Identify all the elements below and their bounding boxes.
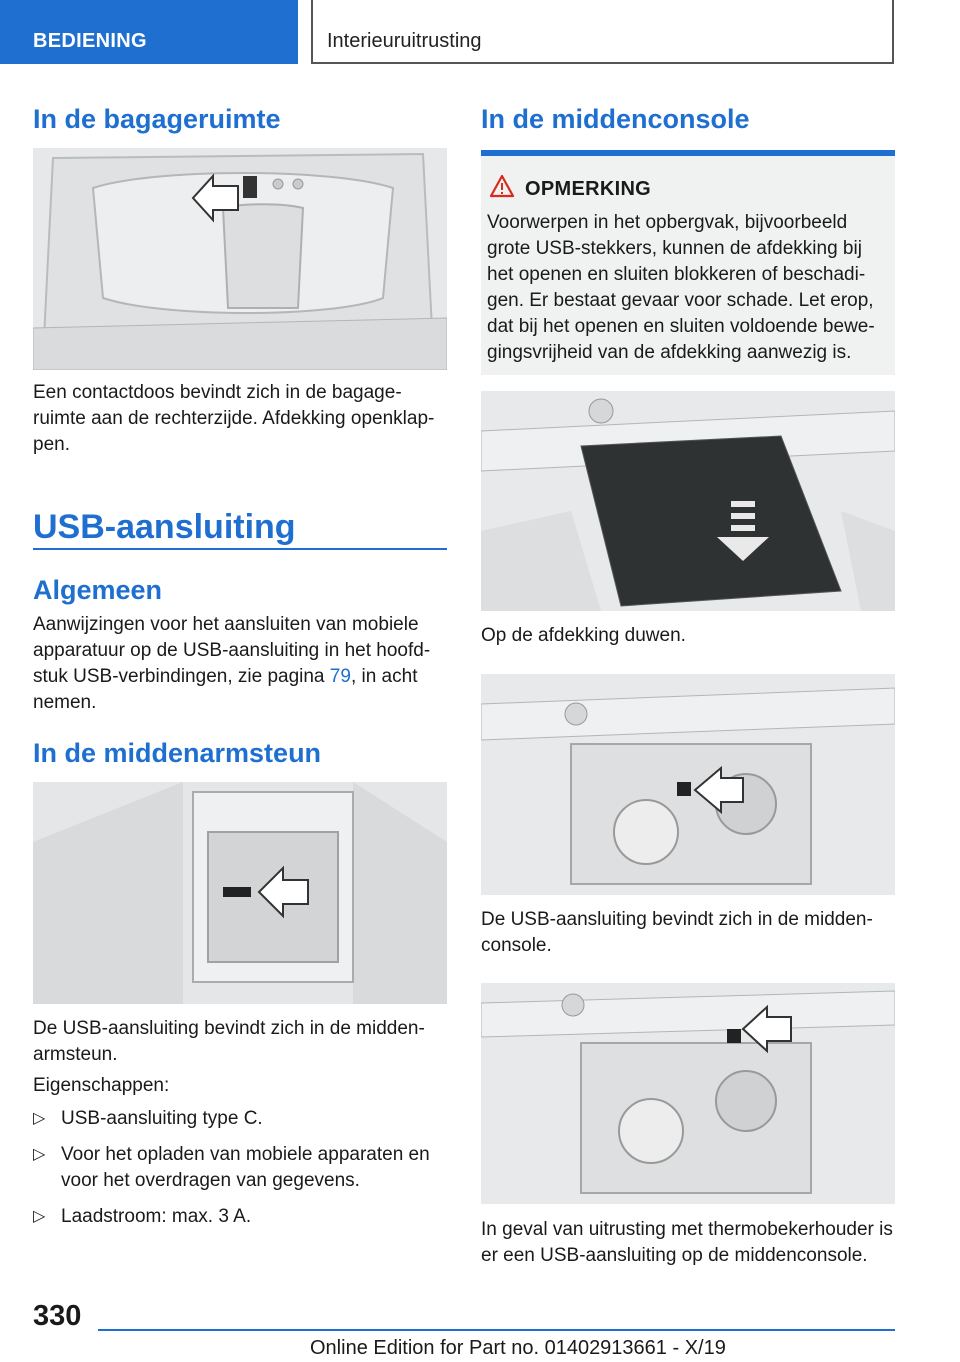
triangle-bullet-icon: ▷ bbox=[33, 1208, 46, 1225]
heading-middenarmsteun: In de middenarmsteun bbox=[33, 738, 322, 768]
text-bagageruimte: Een contactdoos bevindt zich in de bagage-ruimte aan de rechterzijde. Afdekking openklap-pen. bbox=[33, 382, 435, 455]
header-section-label: BEDIENING bbox=[33, 30, 147, 52]
heading-middenconsole: In de middenconsole bbox=[481, 104, 750, 134]
footer-rule bbox=[98, 1329, 895, 1331]
header-chapter-box bbox=[311, 0, 894, 64]
warning-box bbox=[481, 150, 895, 375]
image-console-usb bbox=[481, 674, 895, 895]
text-algemeen: Aanwijzingen voor het aansluiten van mobiele apparatuur op de USB-aansluiting in het hoofd-stuk USB-verbindingen, zie pagina 79, in acht nemen. bbox=[33, 614, 431, 713]
properties-list bbox=[33, 1106, 447, 1240]
page-number: 330 bbox=[33, 1300, 82, 1332]
caption-usb-console: De USB-aansluiting bevindt zich in de midden-console. bbox=[481, 909, 873, 956]
heading-algemeen: Algemeen bbox=[33, 575, 163, 605]
caption-push-cover: Op de afdekking duwen. bbox=[481, 625, 686, 646]
triangle-bullet-icon: ▷ bbox=[33, 1110, 46, 1127]
list-item: ▷ Voor het opladen van mobiele apparaten en voor het overdragen van gegevens. bbox=[33, 1144, 430, 1191]
caption-cupholder-usb: In geval van uitrusting met thermobekerhouder is er een USB-aansluiting op de middenconsole. bbox=[481, 1219, 893, 1266]
image-console-cover bbox=[481, 391, 895, 611]
header-chapter-label: Interieuruitrusting bbox=[327, 30, 482, 52]
page-link-79[interactable]: 79 bbox=[329, 666, 351, 687]
triangle-bullet-icon: ▷ bbox=[33, 1146, 46, 1163]
list-item: ▷ USB-aansluiting type C. bbox=[33, 1106, 447, 1132]
text-eigenschappen: Eigenschappen: bbox=[33, 1075, 170, 1096]
footer-edition: Online Edition for Part no. 01402913661 - X/19 bbox=[310, 1337, 726, 1359]
image-luggage-compartment bbox=[33, 148, 447, 370]
text-armsteun: De USB-aansluiting bevindt zich in de midden-armsteun. bbox=[33, 1018, 425, 1065]
list-item: ▷ Laadstroom: max. 3 A. bbox=[33, 1204, 447, 1230]
warning-triangle-icon bbox=[489, 174, 515, 203]
header-section-tab bbox=[0, 0, 298, 64]
heading-usb-aansluiting: USB-aansluiting bbox=[33, 508, 296, 546]
heading-bagageruimte: In de bagageruimte bbox=[33, 104, 281, 134]
image-center-armrest bbox=[33, 782, 447, 1004]
heading-rule bbox=[33, 548, 447, 550]
warning-text: Voorwerpen in het opbergvak, bijvoorbeeld grote USB-stekkers, kunnen de afdekking bij het openen en sluiten blokkeren of beschadi-gen. Er bestaat gevaar voor schade. Let erop, dat bij het openen en sluiten voldoende bewe-gingsvrijheid van de afdekking aanwezig is. bbox=[487, 212, 875, 363]
warning-title: OPMERKING bbox=[525, 178, 652, 200]
image-console-cupholder-usb bbox=[481, 983, 895, 1204]
